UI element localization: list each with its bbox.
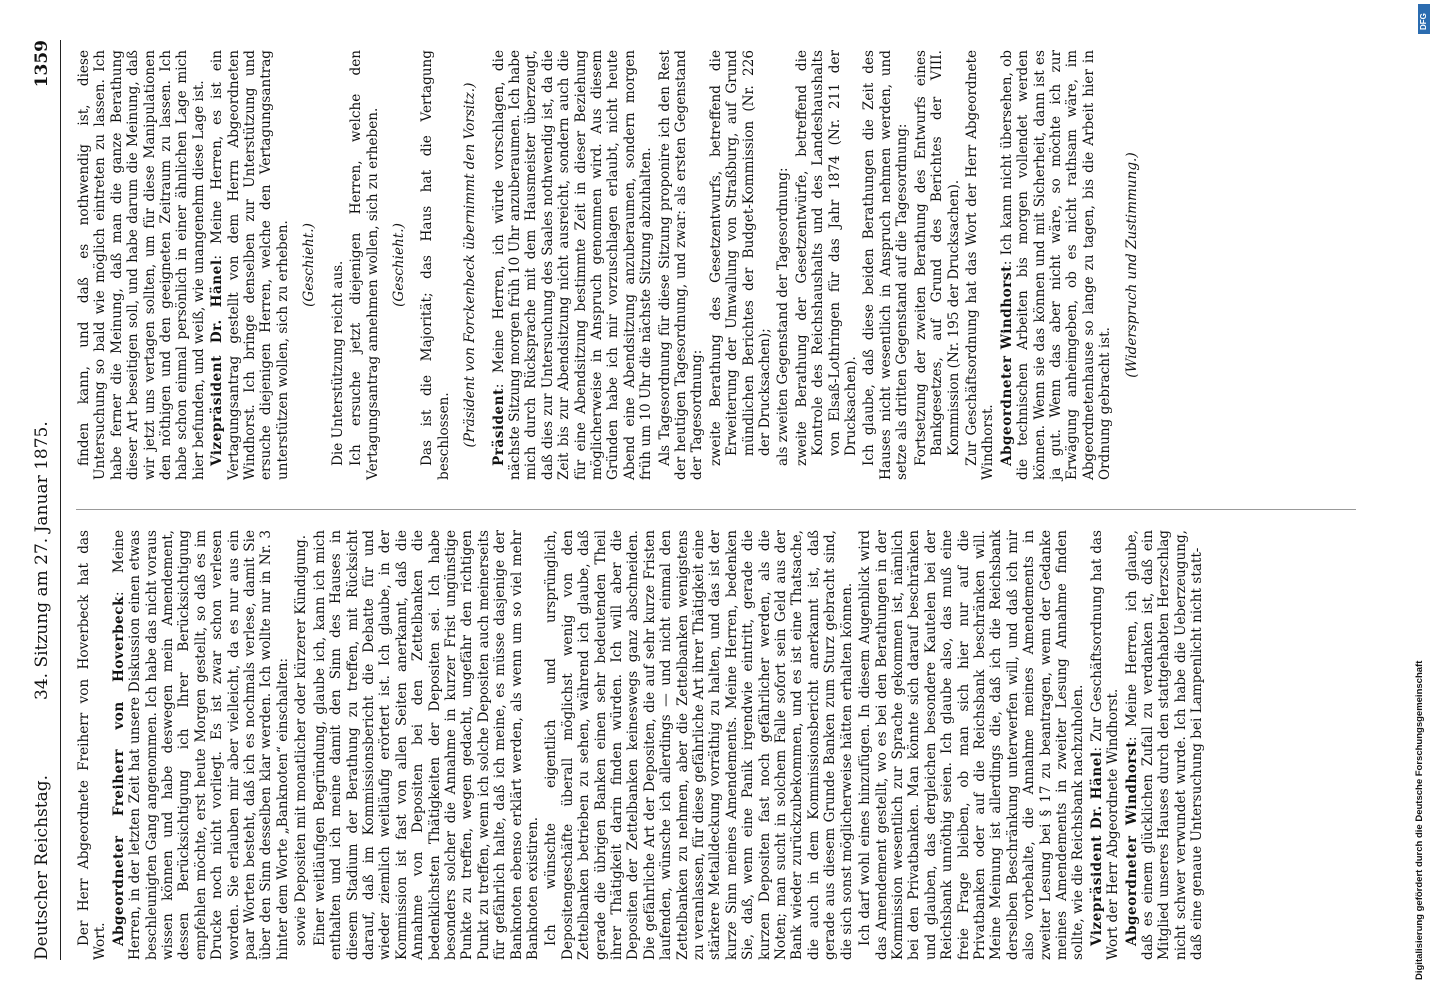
page-number: 1359 <box>32 40 52 88</box>
speaker-name: Abgeordneter Windhorst <box>1123 741 1140 946</box>
paragraph-text: (Widerspruch und Zustimmung.) <box>1123 152 1140 378</box>
stage-note <box>301 50 317 480</box>
paragraph-text: Einer weitläufigen Begründung, glaube ich, kann ich mich enthalten und ich meine damit den Sinn des Hauses in diesem Stadium der Berathung zu treffen, mit Rücksicht darauf, daß im Kommissionsbericht die Debatte für und wieder ziemlich weitläufig erörtert ist. Ich glaube, in der Kommission ist fast von allen Seiten anerkannt, daß die Annahme von Depositen bei den Zettelbanken die bedenklichsten Thätigkeiten der Depositen sei. Ich habe besonders solcher die Annahme in kurzer Frist ungünstige Punkte zu treffen, wegen gedacht, ungefähr den richtigen Punkt zu treffen, wenn ich solche Depositen auch meinerseits für gefährlich halte, daß ich meine, es müsse dasjenige der Banknoten ebenso erklärt werden, als wenn um so viel mehr Banknoten existiren. <box>311 530 541 960</box>
paragraph-text: (Geschieht.) <box>390 223 407 307</box>
paragraph <box>330 50 346 480</box>
paragraph-text: : Meine Herren, ich glaube, daß es einem glücklichen Zufall zu verdanken ist, daß ein Mitglied unseres Hauses durch den stattgehabten Herzschlag nicht schwer verwundet wurde. Ich habe die Ueberzeugung, daß eine genaue Untersuchung bei Lampenlicht nicht statt- <box>1123 530 1206 960</box>
paragraph-text: Der Herr Abgeordnete Freiherr von Hoverbeck hat das Wort. <box>76 530 109 960</box>
paragraph-text: als zweiten Gegenstand der Tagesordnung: <box>775 167 792 466</box>
paragraph <box>775 50 791 480</box>
paragraph <box>1089 530 1122 960</box>
paragraph-text: (Geschieht.) <box>301 223 318 307</box>
page-header <box>20 40 61 960</box>
paragraph <box>964 50 997 480</box>
paragraph <box>312 530 542 960</box>
paragraph-text: : Zur Geschäftsordnung hat das Wort der Herr Abgeordnete Windhorst. <box>1088 530 1122 960</box>
paragraph-text: Als Tagesordnung für diese Sitzung proponire ich den Rest der heutigen Tagesordnung, und zwar: als ersten Gegenstand der Tagesordnung: <box>656 50 706 480</box>
agenda-item <box>913 50 962 480</box>
paragraph-text: Ich darf wohl eines hinzufügen. In diesem Augenblick wird das Amendement gestellt, wo es bei den Berathungen in der Kommission wesentlich zur Sprache gekommen ist, nämlich bei den Privatbanken. Man könnte sich darauf beschränken und glauben, das dergleichen besondere Kautelen bei der Reichsbank unnöthig seien. Ich glaube also, das muß eine freie Frage bleiben, ob man sich hier nur auf die Privatbanken oder auf die Reichsbank beschränken will. Meine Meinung ist allerdings die, daß ich die Reichsbank derselben Beschränkung unterwerfen will, und daß ich mir also vorbehalte, die Annahme meines Amendements in zweiter Lesung bei § 17 zu beantragen, wenn der Gedanke meines Amendements in zweiter Lesung Annahme finden sollte, wie die Reichsbank nachzuholen. <box>857 530 1087 960</box>
paragraph-text: finden kann, und daß es nothwendig ist, diese Untersuchung so bald wie möglich eintreten zu lassen. Ich habe ferner die Meinung, daß man die ganze Berathung dieser Art beseitigen soll, und habe darum die Meinung, daß wir jetzt uns vertagen sollten, um für diese Manipulationen den nöthigen und den geeigneten Zeitraum zu lassen. Ich habe schon einmal persönlich in einer ähnlichen Lage mich hier befunden, und weiß, wie unangenehm diese Lage ist. <box>76 50 207 480</box>
paragraph-text: Ich wünschte eigentlich und ursprünglich, Depositengeschäfte überall möglichst wenig von den Zettelbanken betrieben zu sehen, während ich glaube, daß gerade die übrigen Banken einen sehr bedeutenden Theil ihrer Thätigkeit darin finden würden. Ich will aber die Depositen der Zettelbanken keineswegs ganz abschneiden. Die gefährliche Art der Depositen, die auf sehr kurze Fristen laufenden, wünsche ich allerdings — und nicht einmal den Zettelbanken zu nehmen, aber die Zettelbanken wenigstens zu veranlassen, für diese gefährliche Art ihrer Thätigkeit eine stärkere Metalldeckung vorräthig zu halten, und das ist der kurze Sinn meines Amendements. Meine Herren, bedenken Sie, daß, wenn eine Panik irgendwie eintritt, gerade die kurzen Depositen fast noch gefährlicher werden, als die Noten; man sucht in solchem Falle sofort sein Geld aus der Bank wieder zurückzubekommen, und es ist eine Thatsache, die auch in dem Kommissionsbericht anerkannt ist, daß gerade aus diesem Grunde Banken zum Sturz gebracht sind, die sich sonst möglicherweise hätten erhalten können. <box>543 530 855 960</box>
speaker-name: Vizepräsident Dr. Hänel <box>1088 751 1105 946</box>
paragraph <box>857 530 1087 960</box>
digitization-credit <box>1414 20 1428 980</box>
paragraph-text: : Meine Herren, es ist ein Vertagungsantrag gestellt von dem Herrn Abgeordneten Windhorst. Ich bringe denselben zur Unterstützung und ersuche diejenigen Herren, welche den Vertagungsantrag unterstützen wollen, sich zu erheben. <box>209 50 291 480</box>
paragraph-text: (Präsident von Forckenbeck übernimmt den Vorsitz.) <box>462 82 479 448</box>
paragraph-text: Das ist die Majorität; das Haus hat die Vertagung beschlossen. <box>419 50 452 480</box>
paragraph-text: : Meine Herren, ich würde vorschlagen, die nächste Sitzung morgen früh 10 Uhr anzuberaumen. Ich habe mich durch Rücksprache mit dem Hausmeister überzeugt, daß dies zur Untersuchung des Saales nothwendig ist, da die Zeit bis zur Abendsitzung nicht ausreicht, sondern auch die für eine Abendsitzung bestimmte Zeit in dieser Beziehung möglicherweise in Anspruch genommen wird. Aus diesem Gründen habe ich mir vorzuschlagen erlaubt, nicht heute Abend eine Abendsitzung anzuberaumen, sondern morgen früh um 10 Uhr die nächste Sitzung abzuhalten. <box>490 50 655 480</box>
paragraph-text: zweite Berathung der Gesetzentwürfe, betreffend die Kontrole des Reichshaushalts und des Landeshaushalts von Elsaß-Lothringen für das Jahr 1874 (Nr. 211 der Drucksachen). <box>793 50 860 466</box>
paragraph <box>209 50 291 480</box>
paragraph-text: zweite Berathung des Gesetzentwurfs, betreffend die Erweiterung der Umwallung von Straßburg, auf Grund mündlichen Berichtes der Budget-Kommission (Nr. 226 der Drucksachen); <box>707 50 774 466</box>
stage-note <box>1124 50 1140 480</box>
paragraph <box>1124 530 1206 960</box>
credit-text: Digitalisierung gefördert durch die Deutsche Forschungsgemeinschaft <box>1414 660 1425 980</box>
paragraph-text: Die Unterstützung reicht aus. <box>329 260 346 466</box>
paragraph-text: : Ich kann nicht übersehen, ob die technischen Arbeiten bis morgen vollendet werden können. Wenn sie das können und mit Sicherheit, dann ist es ja gut. Wenn das aber nicht wäre, so möchte ich zur Erwägung anheimgeben, ob es nicht rathsam wäre, im Abgeordnetenhause so lange zu tagen, bis die Arbeit hier in Ordnung gebracht ist. <box>998 50 1114 480</box>
header-session: 34. Sitzung am 27. Januar 1875. <box>32 421 52 700</box>
paragraph <box>76 50 207 480</box>
paragraph <box>419 50 452 480</box>
agenda-item <box>794 50 860 480</box>
speaker-name: Vizepräsident Dr. Hänel <box>209 259 226 466</box>
column-divider <box>76 509 1356 510</box>
paragraph <box>76 530 109 960</box>
paragraph-text: sowie Depositen mit monatlicher oder kürzerer Kündigung. <box>293 534 310 946</box>
paragraph <box>657 50 706 480</box>
stage-note <box>391 50 407 480</box>
dfg-logo <box>1418 4 1430 34</box>
speaker-name: Abgeordneter Windhorst <box>998 265 1015 466</box>
paragraph-text: Ich ersuche jetzt diejenigen Herren, welche den Vertagungsantrag annehmen wollen, sich zu erheben. <box>348 50 381 480</box>
paragraph <box>543 530 855 960</box>
agenda-item <box>708 50 774 480</box>
text-column-left <box>76 530 1208 960</box>
speaker-name: Abgeordneter Freiherr von Hoverbeck <box>110 596 127 946</box>
paragraph <box>491 50 655 480</box>
amendment-quote <box>293 530 309 960</box>
paragraph <box>861 50 910 480</box>
stage-note <box>462 50 478 480</box>
paragraph-text: Ich glaube, daß diese beiden Berathungen die Zeit des Hauses nicht wesentlich in Anspruch nehmen werden, und setze als dritten Gegenstand auf die Tagesordnung: <box>861 50 911 480</box>
speaker-name: Präsident <box>490 388 507 466</box>
paragraph-text: Fortsetzung der zweiten Berathung des Entwurfs eines Bankgesetzes, auf Grund des Berichtes der VIII. Kommission (Nr. 195 der Drucksachen). <box>912 50 962 466</box>
paragraph <box>999 50 1114 480</box>
paragraph <box>348 50 381 480</box>
text-column-right <box>76 50 1152 480</box>
paragraph <box>111 530 291 960</box>
dfg-logo-text: DFG <box>1419 13 1428 30</box>
paragraph-text: Zur Geschäftsordnung hat das Wort der Herr Abgeordnete Windhorst. <box>963 50 997 480</box>
header-title: Deutscher Reichstag. <box>32 775 52 960</box>
paragraph-text: : Meine Herren, in der letzten Zeit hat unsere Diskussion einen etwas beschleunigten Gang angenommen. Ich habe das nicht voraus wissen können und habe deswegen mein Amendement, dessen Berücksichtigung ich Ihrer Berücksichtigung empfehlen möchte, erst heute Morgen gestellt, so daß es im Drucke noch nicht vorliegt. Es ist zwar schon verlesen worden. Sie erlauben mir aber vielleicht, da es nur aus ein paar Worten besteht, daß ich es nochmals verlese, damit Sie über den Sinn desselben klar werden. Ich wollte nur in Nr. 3 hinter dem Worte „Banknoten“ einschalten: <box>110 529 291 960</box>
